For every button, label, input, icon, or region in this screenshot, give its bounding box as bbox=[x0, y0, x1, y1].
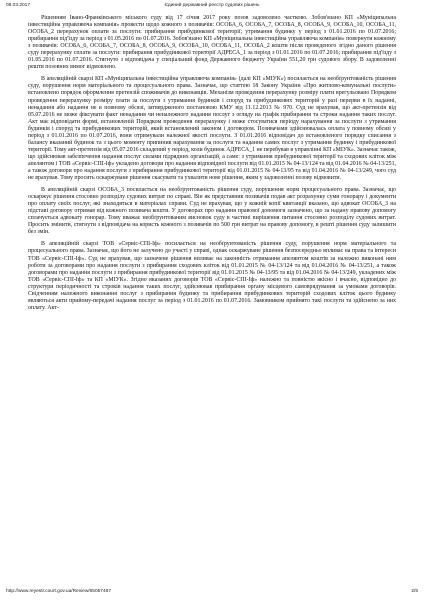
paragraph-appeal-osoba3: В апеляційній скарзі ОСОБА_3 посилається на необґрунтованість рішення суду, порушення норм процесуального права. Зазначає, що оскаржує рішення стосовно розподілу судових витрат по справі. Він як представник позивачів подав акт розрахунку суми гонорару і документи про оплату своїх послуг, які знаходяться в матеріалах справи. Суд не врахував, що у кожній копії квитанції вказано, що адвокат ОСОБА_3 на підставі договору отримав від кожного позивача кошти. У договорах про надання правової допомоги зазначено, що за надану правову допомогу сплачується адвокату гонорар. Тому вважає необґрунтованим висновок суду в частині вирішення питання стосовно розподілу судових витрат. Просить змінити, стягнути з відповідача на користь кожного з позивачів по 500 грн витрат на правову допомогу, в решті рішення суду залишити без змін. bbox=[28, 187, 396, 236]
paragraph-appeal-servis: В апеляційній скарзі ТОВ «Сервіс-СПІ-Іф» посилається на необґрунтованість рішення суду, порушення норм матеріального та процесуального права. Зазначає, що його не залучено до участі у справі, однак оскаржуване рішення безпосередньо впливає на права та інтереси ТОВ «Сервіс-СПІ-Іф». Суд не врахував, що зазначене рішення впливає на законність отримання апелянтом коштів за належно виконані ним роботи за договорами про надання послуги з прибирання сходових кліток від 01.01.2015 № 04-13/124 та від 01.04.2016 № 04-13/251, а також договорами про надання послуги з прибирання прибудинкової території від 01.01.2015 № 04-13/95 та від 01.04.2016 № 04-13/249, укладених між ТОВ «Сервіс-СПІ-Іф» та КП «МІУК». Згідно вказаних договорів ТОВ «Сервіс-СПІ-Іф» належно та повністю якісно і вчасно, відповідно до структури періодичності та строків надання таких послуг, здійснював прибирання органу місцевого самоврядування за умовами договорів. Свідченням належного виконання послуг з прибирання будинку та прибирання прибудинкових територій сходових кліток цього будинку являються акти прийому-передачі надання послуг за період з 01.01.2016 по 01.07.2016. Замовником прийнято такі послуги та здійснено за них оплату. Акт- bbox=[28, 241, 396, 311]
header-title: Єдиний державний реєстр судових рішень bbox=[164, 3, 260, 8]
footer-url[interactable]: http://www.reyestr.court.gov.ua/Review/65057467 bbox=[6, 589, 111, 594]
paragraph-appeal-miuk: В апеляційній скарзі КП «Муніципальна інвестиційна управляюча компанія» (далі КП «МІУК») посилається на необґрунтованість рішення суду, порушення норм матеріального та процесуального права. Зазначає, що статтею 18 Закону України «Про житлово-комунальні послуги» встановлено порядок оформлення претензій споживачів до виконавців. Механізм проведення перерахунку розміру плати врегульовано Порядком проведення перерахунку розміру плати за послуги з утримання будинків і споруд та прибудинкових територій у разі перерви в їх наданні, ненадання або надання не в повному обсязі, затвердженого постановою КМУ від 11.12.2013 № 970. Суд не врахував, що акт-претензія від 05.07.2016 не може фіксувати факт ненадання чи неналежного надання послуг з огляду на графік прибирання та строки надання таких послуг. Акт має відповідати формі, встановленій Порядком проведення перерахунку і може стосуватися періоду нарахування за послуги з утримання будинків і споруд та прибудинкових територій, який встановлений законом і договором. Позивачами здійснювалась оплата у повному обсязі у період з 01.01.2016 по 01.07.2016, вони отримували належної якості послуги. З 01.01.2016 відповідач до встановленого порядку списання з балансу вказаний будинок та з цього моменту припинив нарахування за послуги та надання самих послуг з утримання будинку і прибудинкової території. Тому акт-претензія від 05.07.2016 складений у період, коли будинок АДРЕСА_1 не перебував в управлінні КП «МІУК». Зазначає також, що здійснював забезпечення надання послуг силами підрядних організацій, а саме: з утримання прибудинкової території та сходових кліток між апелянтом і ТОВ «Сервіс-СПІ-Іф» укладено договори про надання відповідної послуги від 01.01.2015 № 04-13/124 та від 01.04.2016 № 04-13/251, а також договори про надання послуги з прибирання прибудинкової території від 01.01.2015 № 04-13/95 та від 01.04.2016 № 04-13/249, чого суд не врахував. Тому просить оскаржуване рішення скасувати та ухвалити нове рішення, яким у задоволенні позову відмовити. bbox=[28, 76, 396, 182]
page-footer bbox=[6, 589, 418, 597]
page-header bbox=[6, 3, 418, 13]
document-body bbox=[28, 15, 396, 317]
page-number: 2/5 bbox=[411, 589, 418, 594]
header-date: 08.03.2017 bbox=[6, 3, 31, 8]
paragraph-decision: Рішенням Івано-Франківського міського суду від 17 січня 2017 року позов задоволено частково. Зобов'язано КП «Муніципальна інвестиційна управляюча компанія» провести щодо кожного з позивачів: ОСОБА_6, ОСОБА_7, ОСОБА_8, ОСОБА_9, ОСОБА_10, ОСОБА_11, ОСОБА_2 перерахунок оплати за послуги: прибирання прибудинкової території; утримання будинку у період з 01.01.2016 по 01.07.2016; прибирання під'їзду за період з 01.05.2016 по 01.07.2016. Зобов'язано КП «Муніципальна інвестиційна управляюча компанія» повернути кожному з позивачів: ОСОБА_6, ОСОБА_7, ОСОБА_8, ОСОБА_9, ОСОБА_10, ОСОБА_11, ОСОБА_2 кошти після проведеного згідно даного рішення суду перерахунку сплати за послуги: прибирання прибудинкової території АДРЕСА_1 за період з 01.01.2016 по 01.07.2016; прибирання під'їзду з 01.05.2016 по 01.07.2016. Стягнуто з відповідача у спеціальний фонд Державного бюджету України 551,20 грн судового збору. В задоволенні решти позовних вимог відмовлено. bbox=[28, 15, 396, 71]
